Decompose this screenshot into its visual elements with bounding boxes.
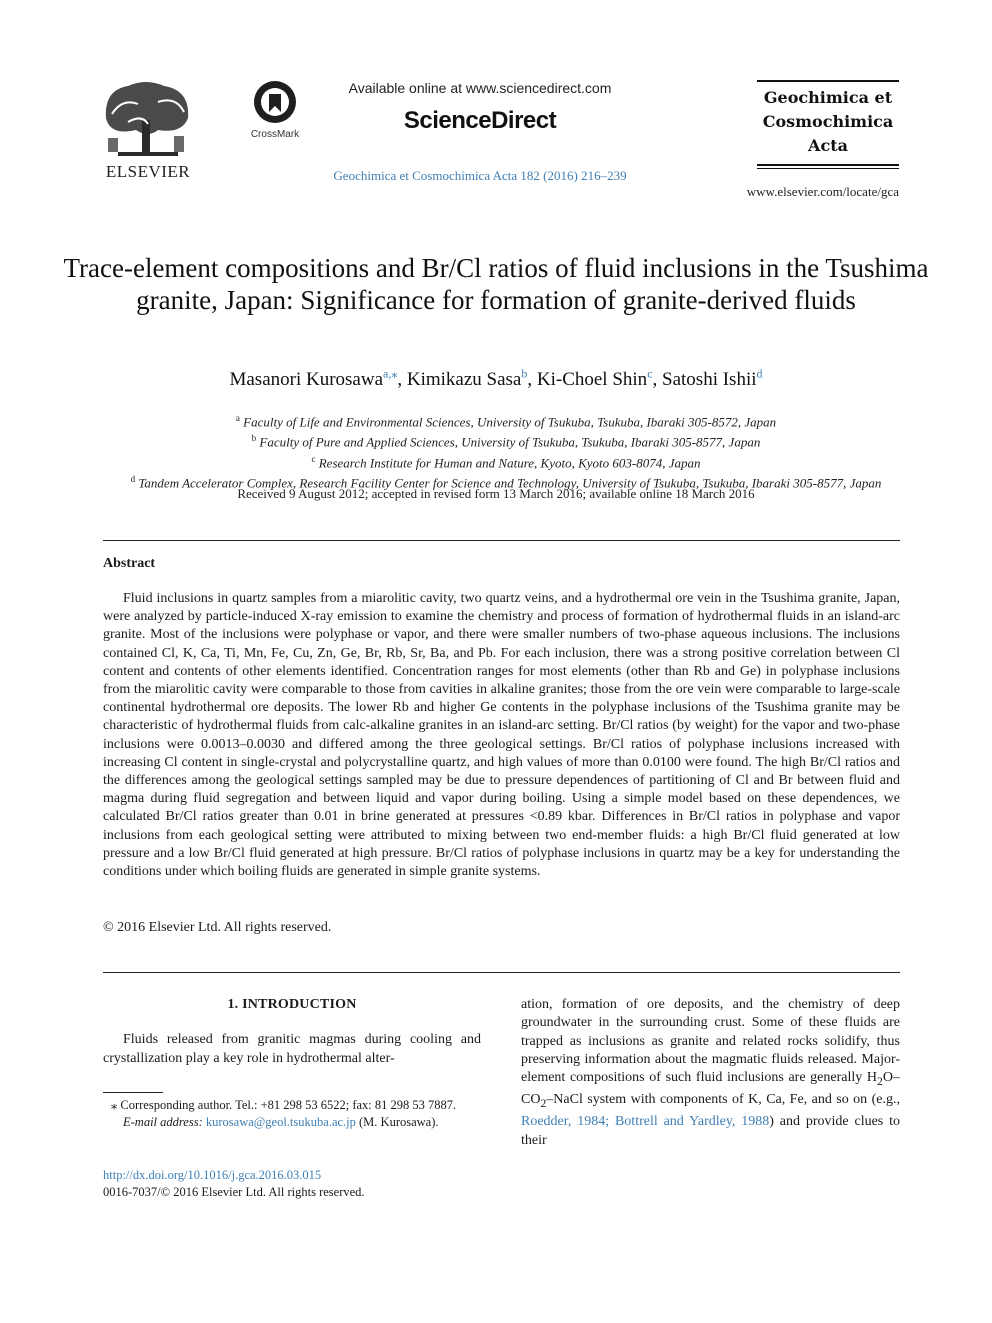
affiliation-mark: c	[311, 453, 316, 464]
publisher-name: ELSEVIER	[105, 162, 191, 181]
formula-o-co: O–CO	[521, 1070, 900, 1108]
formula-sub-2: 2	[540, 1097, 547, 1111]
intro-text-end: ) and provide clues to their	[521, 1114, 900, 1148]
author-name[interactable]: Ki-Choel Shin	[536, 369, 648, 390]
masthead-rule-bottom-thin	[757, 168, 899, 169]
affiliation-item	[60, 410, 952, 430]
author-affiliation-mark[interactable]: b	[521, 366, 528, 381]
author-affiliation-mark[interactable]: c	[647, 366, 653, 381]
sciencedirect-logo[interactable]: ScienceDirect	[403, 107, 557, 134]
affiliation-item	[60, 430, 952, 450]
author-affiliation-mark[interactable]: d	[756, 366, 763, 381]
section-heading-introduction: 1. INTRODUCTION	[227, 997, 357, 1012]
affiliation-item	[60, 451, 952, 471]
author-separator: ,	[527, 369, 537, 390]
journal-masthead	[757, 80, 899, 169]
doi-block	[103, 1167, 365, 1201]
issn-line: 0016-7037/© 2016 Elsevier Ltd. All rights reserved.	[103, 1185, 365, 1199]
affiliation-text: Tandem Accelerator Complex, Research Facility Center for Science and Technology, University of Tsukuba, Tsukuba, Ibaraki 305-8577, Japan	[138, 475, 882, 491]
email-link[interactable]: kurosawa@geol.tsukuba.ac.jp	[205, 1115, 356, 1129]
journal-title-line-1: Geochimica et	[763, 88, 893, 107]
masthead-rule-bottom	[757, 164, 899, 166]
available-online: Available online at www.sciencedirect.com	[348, 80, 612, 96]
received-dates: Received 9 August 2012; accepted in revised form 13 March 2016; available online 18 March 2016	[237, 486, 755, 501]
footnotes	[103, 1097, 481, 1131]
journal-citation[interactable]: Geochimica et Cosmochimica Acta 182 (2016) 216–239	[333, 168, 627, 183]
center-header	[310, 78, 650, 184]
right-column	[521, 996, 900, 1150]
citation-link-roedder-bottrell[interactable]: Roedder, 1984; Bottrell and Yardley, 1988	[521, 1114, 770, 1130]
abstract-copyright: © 2016 Elsevier Ltd. All rights reserved.	[103, 920, 332, 935]
affiliation-text: Faculty of Life and Environmental Sciences, University of Tsukuba, Tsukuba, Ibaraki 305-8572, Japan	[243, 414, 777, 430]
author-name[interactable]: Satoshi Ishii	[662, 369, 757, 390]
abstract-rule-top	[103, 540, 900, 541]
email-note	[103, 1114, 481, 1131]
affiliation-mark: b	[251, 433, 257, 444]
affiliation-text: Faculty of Pure and Applied Sciences, University of Tsukuba, Tsukuba, Ibaraki 305-8577, Japan	[259, 434, 761, 450]
affiliation-mark: d	[130, 473, 136, 484]
email-label: E-mail address:	[123, 1115, 203, 1129]
article-title: Trace-element compositions and Br/Cl ratios of fluid inclusions in the Tsushima granite, Japan: Significance for formation of granite-derived fluids	[63, 253, 929, 315]
author-separator: ,	[652, 369, 663, 390]
author-separator: ,	[397, 369, 407, 390]
journal-title-line-3: Acta	[808, 136, 848, 155]
author-list	[0, 366, 992, 391]
affiliation-mark: a	[235, 413, 240, 423]
footnote-rule	[103, 1092, 163, 1093]
doi-link[interactable]: http://dx.doi.org/10.1016/j.gca.2016.03.015	[103, 1168, 322, 1182]
crossmark-badge[interactable]	[247, 80, 303, 140]
intro-paragraph-left: Fluids released from granitic magmas during cooling and crystallization play a key role in hydrothermal alter-	[103, 1032, 481, 1066]
journal-title-line-2: Cosmochimica	[762, 112, 894, 131]
elsevier-logo	[98, 78, 198, 184]
abstract-rule-bottom	[103, 972, 900, 973]
crossmark-icon	[253, 80, 297, 124]
author-name[interactable]: Kimikazu Sasa	[406, 369, 522, 390]
intro-text-formula-rest: –NaCl system with components of K, Ca, Fe, and so on (e.g.,	[546, 1092, 900, 1108]
crossmark-label: CrossMark	[250, 129, 300, 140]
author-name[interactable]: Masanori Kurosawa	[229, 369, 384, 390]
formula-sub-1: 2	[877, 1074, 883, 1088]
abstract-heading: Abstract	[103, 556, 156, 571]
abstract-body: Fluid inclusions in quartz samples from a miarolitic cavity, two quartz veins, and a hydrothermal ore vein in the Tsushima granite, Japan, were analyzed by particle-induced X-ray emission to examine the chemistry and process of formation of hydrothermal fluids in an island-arc granite. Most of the inclusions were polyphase or vapor, and there were smaller numbers of two-phase aqueous inclusions. The inclusions contained Cl, K, Ca, Ti, Mn, Fe, Cu, Zn, Ge, Br, Rb, Sr, Ba, and Pb. For each inclusion, there was a strong positive correlation between Cl content and contents of other elements identified. Concentration ranges for most elements (other than Rb and Ge) in polyphase inclusions from the miarolitic cavity were comparable to those from cavities in alkaline granites; those from the ore vein were comparable to large-scale continental hydrothermal ore deposits. The lower Rb and higher Ge contents in the polyphase inclusions of the Tsushima granite may be characteristic of hydrothermal fluids from calc-alkaline granites in an island-arc setting. Br/Cl ratios (by weight) for the vapor and two-phase inclusions were 0.0013–0.0030 and differed among the three geological settings. Br/Cl ratios of polyphase inclusions increased with increasing Cl content in single-crystal and polycrystalline quartz, and high values of more than 0.0100 were found. The high Br/Cl ratios and the differences among the geological settings sampled may be due to pressure dependences of partitioning of Cl and Br between fluid and magma during fluid segregation and between liquid and vapor during boiling. Using a simple model based on these dependences, we calculated Br/Cl ratios greater than 0.01 in brine generated at pressures <0.89 kbar. Differences in Br/Cl ratios in polyphase and vapor inclusions from each geological setting were attributed to mixing between two end-member fluids: a high Br/Cl fluid generated at low pressure and a low Br/Cl fluid generated at high pressure. Br/Cl ratios of polyphase inclusions in quartz may be a key for understanding the conditions under which boiling fluids are generated in simple granite systems.	[103, 591, 900, 880]
journal-title	[757, 82, 899, 164]
email-suffix: (M. Kurosawa).	[355, 1115, 439, 1129]
left-column	[103, 996, 481, 1068]
journal-url[interactable]: www.elsevier.com/locate/gca	[746, 184, 899, 199]
formula-h: H	[866, 1070, 878, 1086]
author-affiliation-mark[interactable]: a,⁎	[383, 366, 398, 381]
corresponding-author-note: ⁎ Corresponding author. Tel.: +81 298 53 6522; fax: 81 298 53 7887.	[111, 1098, 457, 1112]
affiliation-text: Research Institute for Human and Nature, Kyoto, Kyoto 603-8074, Japan	[318, 454, 701, 470]
affiliation-list	[60, 410, 952, 491]
intro-text-continued: ation, formation of ore deposits, and the chemistry of deep groundwater in the surrounding crust. Some of these fluids are trapped as inclusions as granite and related rocks solidify, thus preserving information about the magmatic fluids released. Major-element compositions of such fluid inclusions are generally	[521, 997, 900, 1086]
